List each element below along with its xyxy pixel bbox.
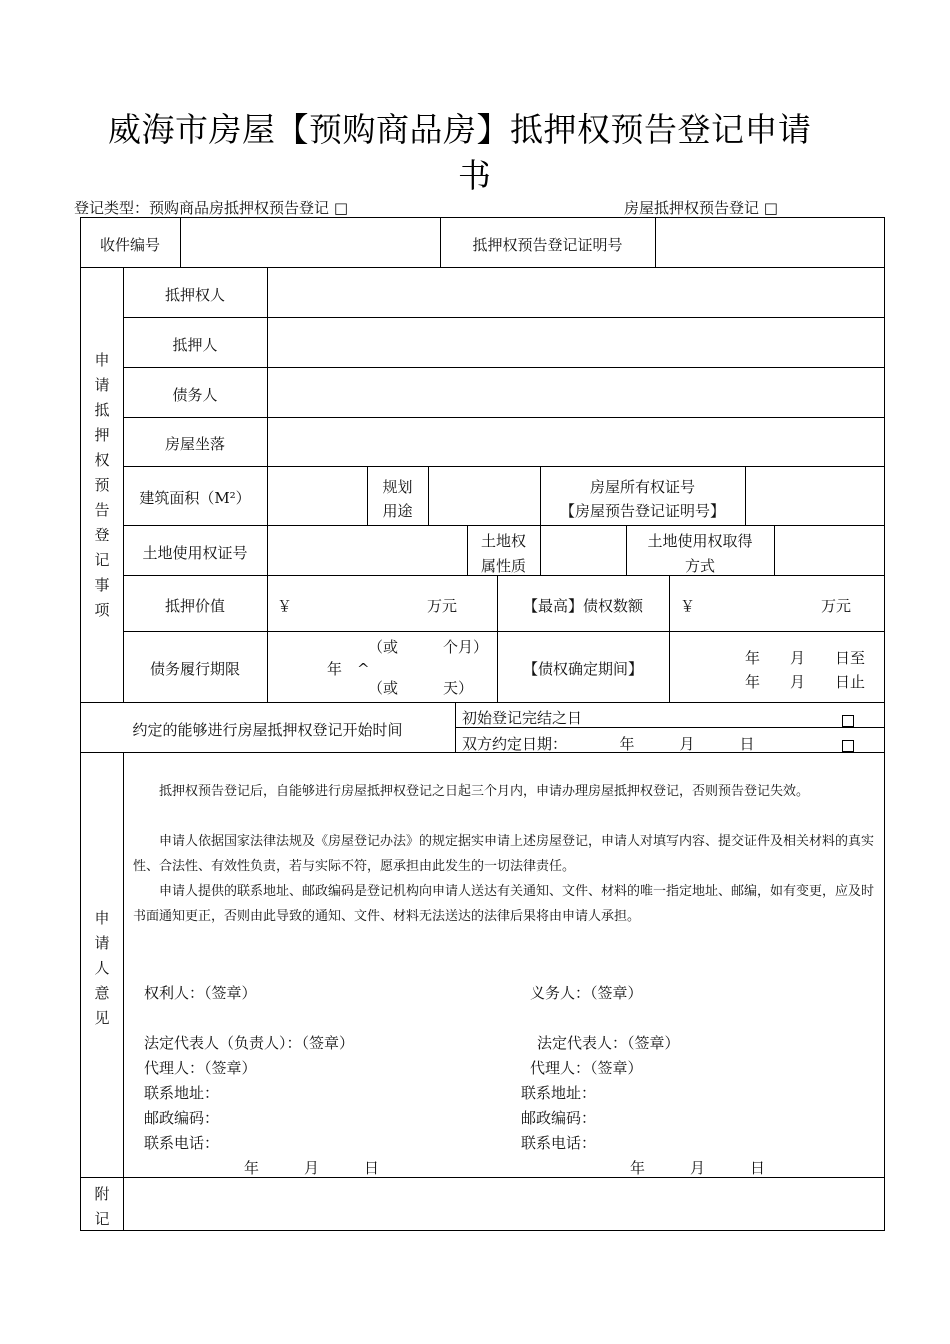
land-nature-label-1: 土地权: [480, 532, 526, 550]
receipt-no-field[interactable]: [182, 219, 438, 265]
land-cert-label: 土地使用权证号: [142, 544, 248, 562]
claim-period-from: 年 月 日至: [745, 649, 866, 667]
land-acquire-field[interactable]: [776, 527, 883, 573]
right-holder-sign[interactable]: 权利人：（签章）: [144, 984, 257, 1002]
agreed-time-checkbox1[interactable]: [842, 710, 854, 729]
legal-rep-left[interactable]: 法定代表人（负责人）：（签章）: [144, 1034, 355, 1052]
phone-left: 联系电话：: [144, 1134, 220, 1152]
mortgage-value-currency: ￥: [277, 597, 293, 615]
opinion-para2: 申请人依据国家法律法规及《房屋登记办法》的规定据实申请上述房屋登记，申请人对填写内容、提交证件及相关材料的真实性、合法性、有效性负责，若与实际不符，愿承担由此发生的一切法律责任。: [133, 834, 875, 874]
location-field[interactable]: [269, 419, 883, 464]
cert-no-field[interactable]: [657, 219, 883, 265]
address-right: 联系地址：: [521, 1084, 597, 1102]
reg-type-checkbox1[interactable]: □: [333, 199, 348, 217]
ownership-cert-label-1: 房屋所有权证号: [589, 478, 695, 496]
agreed-time-checkbox2[interactable]: [842, 735, 854, 754]
reg-type-row-2: [624, 197, 778, 218]
reg-type-option1: 预购商品房抵押权预告登记: [149, 199, 330, 217]
mortgagor-label: 抵押人: [172, 336, 218, 354]
land-nature-field[interactable]: [542, 527, 624, 573]
max-claim-unit: 万元: [821, 597, 852, 615]
land-nature-label-2: 属性质: [480, 557, 526, 575]
date-left: 年 月 日: [244, 1159, 380, 1177]
cert-no-label: 抵押权预告登记证明号: [472, 236, 623, 254]
section-apply-vertical-label: 申请抵押权预告登记事项: [94, 351, 110, 619]
page-title-line1: 威海市房屋【预购商品房】抵押权预告登记申请: [108, 110, 812, 149]
plan-use-label-2: 用途: [382, 502, 413, 520]
term-label: 债务履行期限: [149, 660, 240, 678]
postcode-right: 邮政编码：: [521, 1109, 597, 1127]
area-field[interactable]: [269, 468, 365, 523]
page-title-line2: 书: [458, 156, 492, 195]
max-claim-currency: ￥: [680, 597, 696, 615]
land-cert-field[interactable]: [269, 527, 465, 573]
ownership-cert-field[interactable]: [747, 468, 883, 523]
receipt-no-label: 收件编号: [99, 236, 160, 254]
mortgage-value-label: 抵押价值: [164, 597, 225, 615]
agent-right[interactable]: 代理人：（签章）: [530, 1059, 643, 1077]
mortgagor-field[interactable]: [269, 319, 883, 365]
claim-period-to: 年 月 日止: [745, 673, 866, 691]
opinion-para3: 申请人提供的联系地址、邮政编码是登记机构向申请人送达有关通知、文件、材料的唯一指定地址、邮编，如有变更，应及时书面通知更正，否则由此导致的通知、文件、材料无法送达的法律后果将由申请人承担。: [133, 884, 875, 924]
legal-rep-right[interactable]: 法定代表人：（签章）: [537, 1034, 680, 1052]
debtor-label: 债务人: [172, 386, 218, 404]
reg-type-row: [74, 197, 348, 218]
opinion-para1: 抵押权预告登记后，自能够进行房屋抵押权登记之日起三个月内，申请办理房屋抵押权登记，否则预告登记失效。: [159, 784, 810, 799]
term-or-day: （或 天）: [368, 679, 474, 697]
term-or-month: （或 个月）: [368, 638, 489, 656]
mortgage-value-field[interactable]: [295, 580, 420, 626]
mortgagee-label: 抵押权人: [164, 286, 225, 304]
postcode-left: 邮政编码：: [144, 1109, 220, 1127]
reg-type-checkbox2[interactable]: □: [763, 199, 778, 217]
mortgagee-field[interactable]: [269, 269, 883, 315]
obligor-sign[interactable]: 义务人：（签章）: [530, 984, 643, 1002]
mortgage-value-unit: 万元: [427, 597, 458, 615]
plan-use-label-1: 规划: [382, 478, 413, 496]
date-right: 年 月 日: [630, 1159, 766, 1177]
term-year: 年 ^: [327, 660, 370, 678]
reg-type-option2: 房屋抵押权预告登记: [624, 199, 760, 217]
land-acquire-label-2: 方式: [684, 557, 715, 575]
phone-right: 联系电话：: [521, 1134, 597, 1152]
location-label: 房屋坐落: [164, 435, 225, 453]
address-left: 联系地址：: [144, 1084, 220, 1102]
plan-use-field[interactable]: [430, 468, 538, 523]
agent-left[interactable]: 代理人：（签章）: [144, 1059, 257, 1077]
agreed-time-opt1: 初始登记完结之日: [462, 709, 583, 727]
max-claim-field[interactable]: [698, 580, 813, 626]
max-claim-label: 【最高】债权数额: [522, 597, 643, 615]
agreed-time-label: 约定的能够进行房屋抵押权登记开始时间: [132, 721, 403, 739]
area-label: 建筑面积（M²）: [139, 489, 251, 507]
debtor-field[interactable]: [269, 369, 883, 415]
claim-period-label: 【债权确定期间】: [522, 660, 643, 678]
opinion-vertical-label: 申请人意见: [94, 909, 110, 1027]
ownership-cert-label-2: 【房屋预告登记证明号】: [559, 502, 725, 520]
note-field[interactable]: [125, 1179, 883, 1229]
reg-type-label: 登记类型：: [74, 199, 150, 217]
land-acquire-label-1: 土地使用权取得: [647, 532, 753, 550]
note-vertical-label: 附记: [94, 1185, 110, 1228]
agreed-time-opt2: 双方约定日期： 年 月 日: [462, 735, 755, 753]
